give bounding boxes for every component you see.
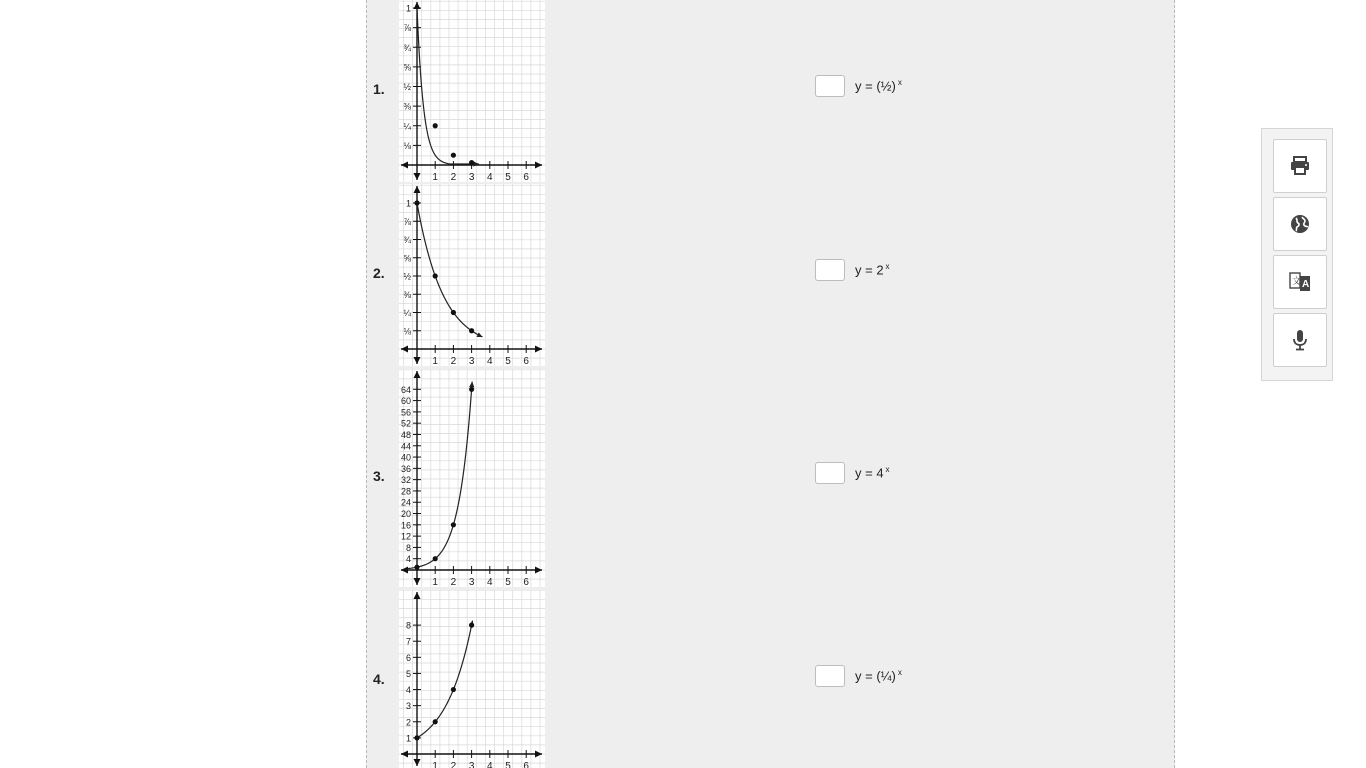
graph-2 [399,184,545,366]
y-tick-label: 1 [405,3,411,14]
x-tick-label: 3 [468,172,475,182]
item-number: 4. [373,671,385,687]
y-tick-label: 5 [405,668,411,679]
y-tick-label: 4 [405,554,411,565]
item-number: 3. [373,468,385,484]
series-curve [417,203,483,337]
y-tick-label: ⅛ [403,326,411,337]
data-point [469,623,474,628]
choice-label-2: y = 2 $^x$ [855,262,890,278]
data-point [433,556,438,561]
y-tick-label: ½ [403,82,411,92]
x-tick-label: 5 [505,577,511,587]
item-number: 2. [373,265,385,281]
x-axis-arrow-right [535,567,542,574]
y-tick-label: ⅛ [403,140,411,151]
y-tick-label: 2 [405,717,411,728]
y-tick-label: 52 [400,418,411,429]
x-tick-label: 4 [487,761,493,768]
x-tick-label: 4 [487,356,493,366]
answer-choice-2 [815,259,890,281]
graph-2-svg [399,184,545,366]
checkbox-1[interactable] [815,75,845,97]
y-tick-label: 4 [405,685,411,696]
x-tick-label: 6 [523,577,529,587]
y-tick-label: 8 [405,620,411,631]
globe-button[interactable] [1273,197,1327,251]
svg-text:A: A [1302,279,1310,290]
x-tick-label: 1 [432,577,438,587]
y-tick-label: 12 [400,531,411,542]
graph-3 [399,369,545,587]
choice-label-3: y = 4 $^x$ [855,465,890,481]
data-point [451,310,456,315]
y-tick-label: ¾ [403,42,411,53]
series-curve [417,8,479,164]
answer-choice-4 [815,665,902,687]
choice-label-4: y = (¼) $^x$ [855,668,902,684]
y-tick-label: 28 [400,486,411,497]
y-axis-arrow-bottom [414,173,421,180]
y-tick-label: 48 [400,429,411,440]
y-tick-label: 32 [400,475,411,486]
tool-sidebar [1261,128,1333,381]
data-point [451,522,456,527]
y-tick-label: 20 [400,509,411,520]
y-tick-label: ⅞ [403,23,411,34]
x-tick-label: 6 [523,172,529,182]
data-point [433,719,438,724]
y-tick-label: ⅜ [403,289,411,300]
item-number: 1. [373,81,385,97]
globe-icon [1288,212,1312,236]
x-tick-label: 2 [450,172,457,182]
y-tick-label: ⅞ [403,216,411,227]
grid [399,590,545,768]
x-tick-label: 5 [505,356,511,366]
choice-label-1: y = (½) $^x$ [855,78,902,94]
answer-choice-1 [815,75,902,97]
y-tick-label: 7 [405,636,411,647]
y-axis-arrow-top [414,371,421,378]
y-tick-label: 24 [400,497,411,508]
data-point [414,565,419,570]
x-tick-label: 6 [523,761,529,768]
checkbox-2[interactable] [815,259,845,281]
data-point [451,153,456,158]
data-point [451,687,456,692]
y-tick-label: 40 [400,452,411,463]
translate-button[interactable] [1273,255,1327,309]
y-axis-arrow-top [414,186,421,193]
data-point [469,387,474,392]
graph-4 [399,590,545,768]
x-axis-arrow-right [535,162,542,169]
answer-choice-3 [815,462,890,484]
x-tick-label: 2 [450,577,457,587]
curve-arrow [469,382,474,388]
y-tick-label: ¾ [403,235,411,245]
y-tick-label: ⅝ [403,253,411,264]
y-tick-label: 36 [400,463,411,474]
y-tick-label: 64 [400,384,411,395]
printer-icon [1288,154,1312,178]
y-tick-label: ⅜ [403,101,411,112]
x-tick-label: 2 [450,356,457,366]
y-tick-label: ⅝ [403,62,411,73]
x-tick-label: 4 [487,577,493,587]
matching-question-panel [366,0,1175,768]
x-axis-arrow-left [401,162,408,169]
y-axis-arrow-bottom [414,357,421,364]
x-tick-label: 1 [432,356,438,366]
microphone-icon [1288,328,1312,352]
x-tick-label: 2 [450,761,457,768]
y-tick-label: 1 [405,198,411,209]
checkbox-3[interactable] [815,462,845,484]
translate-icon [1288,270,1312,294]
x-axis-arrow-left [401,567,408,574]
y-tick-label: 60 [400,396,411,407]
data-point [469,328,474,333]
x-axis-arrow-left [401,346,408,353]
y-tick-label: ¼ [403,308,411,318]
x-axis-arrow-right [535,346,542,353]
y-tick-label: ¼ [403,121,411,132]
data-point [414,200,419,205]
series-curve [417,621,473,738]
y-tick-label: ½ [403,271,411,282]
y-tick-label: 6 [405,652,411,663]
data-point [433,273,438,278]
x-tick-label: 3 [468,577,475,587]
x-tick-label: 1 [432,761,438,768]
y-tick-label: 16 [400,520,411,531]
grid [399,184,545,366]
y-tick-label: 8 [405,542,411,553]
x-axis-arrow-right [535,751,542,758]
graph-1 [399,0,545,182]
y-tick-label: 56 [400,407,411,418]
y-tick-label: 44 [400,441,411,452]
x-tick-label: 5 [505,172,511,182]
y-tick-label: 1 [405,733,411,744]
x-tick-label: 6 [523,356,529,366]
svg-text:文: 文 [1292,276,1302,286]
y-axis-arrow-bottom [414,578,421,585]
graph-1-svg [399,0,545,182]
y-tick-label: 3 [405,701,411,712]
x-tick-label: 3 [468,356,475,366]
print-button[interactable] [1273,139,1327,193]
y-axis-arrow-top [414,592,421,599]
x-axis-arrow-left [401,751,408,758]
checkbox-4[interactable] [815,665,845,687]
data-point [433,123,438,128]
y-axis-arrow-bottom [414,759,421,766]
graph-3-svg [399,369,545,587]
data-point [414,735,419,740]
x-tick-label: 4 [487,172,493,182]
x-tick-label: 5 [505,761,511,768]
x-tick-label: 3 [468,761,475,768]
x-tick-label: 1 [432,172,438,182]
graph-4-svg [399,590,545,768]
microphone-button[interactable] [1273,313,1327,367]
grid [399,369,545,587]
data-point [469,160,474,165]
